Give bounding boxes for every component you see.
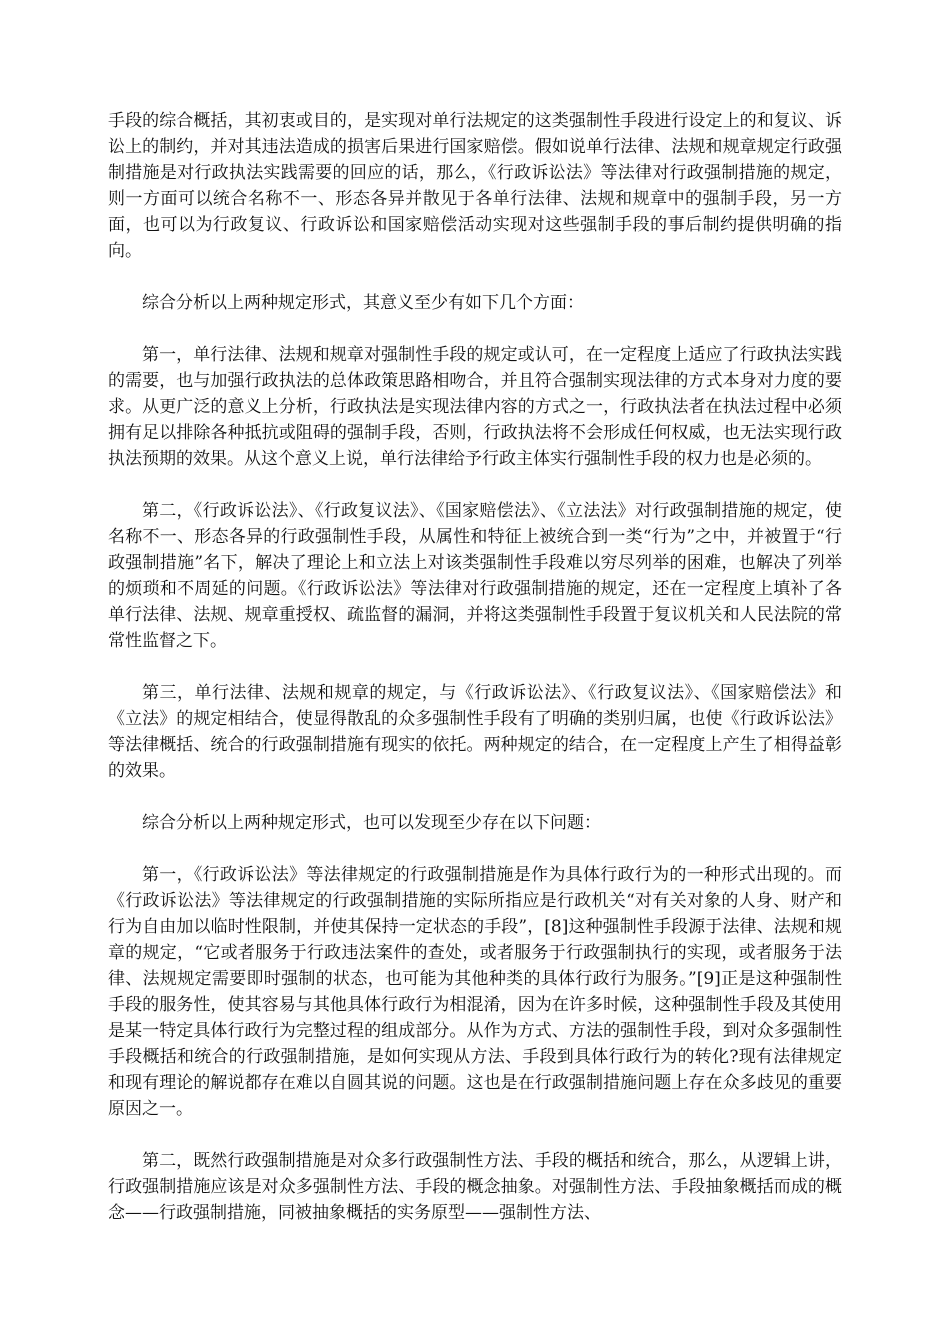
- document-page: [108, 108, 842, 1252]
- paragraph-significance-intro: 综合分析以上两种规定形式，其意义至少有如下几个方面：: [142, 293, 584, 313]
- paragraph-significance-third: 第三，单行法律、法规和规章的规定，与《行政诉讼法》、《行政复议法》、《国家赔偿法》和《立法》的规定相结合，使显得散乱的众多强制性手段有了明确的类别归属，也使《行政诉讼法》等法律概括、统合的行政强制措施有现实的依托。两种规定的结合，在一定程度上产生了相得益彰的效果。: [108, 683, 842, 781]
- paragraph-problem-second: 第二，既然行政强制措施是对众多行政强制性方法、手段的概括和统合，那么，从逻辑上讲，行政强制措施应该是对众多强制性方法、手段的概念抽象。对强制性方法、手段抽象概括而成的概念——行政强制措施，同被抽象概括的实务原型——强制性方法、: [108, 1151, 842, 1223]
- paragraph-significance-second: 第二，《行政诉讼法》、《行政复议法》、《国家赔偿法》、《立法法》对行政强制措施的规定，使名称不一、形态各异的行政强制性手段，从属性和特征上被统合到一类“行为”之中，并被置于“行政强制措施”名下，解决了理论上和立法上对该类强制性手段难以穷尽列举的困难，也解决了列举的烦琐和不周延的问题。《行政诉讼法》等法律对行政强制措施的规定，还在一定程度上填补了各单行法律、法规、规章重授权、疏监督的漏洞，并将这类强制性手段置于复议机关和人民法院的常常性监督之下。: [108, 501, 842, 651]
- paragraph-significance-first: 第一，单行法律、法规和规章对强制性手段的规定或认可，在一定程度上适应了行政执法实践的需要，也与加强行政执法的总体政策思路相吻合，并且符合强制实现法律的方式本身对力度的要求。从更广泛的意义上分析，行政执法是实现法律内容的方式之一，行政执法者在执法过程中必须拥有足以排除各种抵抗或阻碍的强制手段，否则，行政执法将不会形成任何权威，也无法实现行政执法预期的效果。从这个意义上说，单行法律给予行政主体实行强制性手段的权力也是必须的。: [108, 345, 842, 469]
- paragraph-problems-intro: 综合分析以上两种规定形式，也可以发现至少存在以下问题：: [142, 813, 601, 833]
- paragraph-continuation: 手段的综合概括，其初衷或目的，是实现对单行法规定的这类强制性手段进行设定上的和复议、诉讼上的制约，并对其违法造成的损害后果进行国家赔偿。假如说单行法律、法规和规章规定行政强制措施是对行政执法实践需要的回应的话，那么，《行政诉讼法》等法律对行政强制措施的规定，则一方面可以统合名称不一、形态各异并散见于各单行法律、法规和规章中的强制手段，另一方面，也可以为行政复议、行政诉讼和国家赔偿活动实现对这些强制手段的事后制约提供明确的指向。: [108, 111, 842, 261]
- paragraph-problem-first: 第一，《行政诉讼法》等法律规定的行政强制措施是作为具体行政行为的一种形式出现的。而《行政诉讼法》等法律规定的行政强制措施的实际所指应是行政机关“对有关对象的人身、财产和行为自由加以临时性限制，并使其保持一定状态的手段”，[8]这种强制性手段源于法律、法规和规章的规定，“它或者服务于行政违法案件的查处，或者服务于行政强制执行的实现，或者服务于法律、法规规定需要即时强制的状态，也可能为其他种类的具体行政行为服务。”[9]正是这种强制性手段的服务性，使其容易与其他具体行政行为相混淆，因为在许多时候，这种强制性手段及其使用是某一特定具体行政行为完整过程的组成部分。从作为方式、方法的强制性手段，到对众多强制性手段概括和统合的行政强制措施，是如何实现从方法、手段到具体行政行为的转化?现有法律规定和现有理论的解说都存在难以自圆其说的问题。这也是在行政强制措施问题上存在众多歧见的重要原因之一。: [108, 865, 842, 1119]
